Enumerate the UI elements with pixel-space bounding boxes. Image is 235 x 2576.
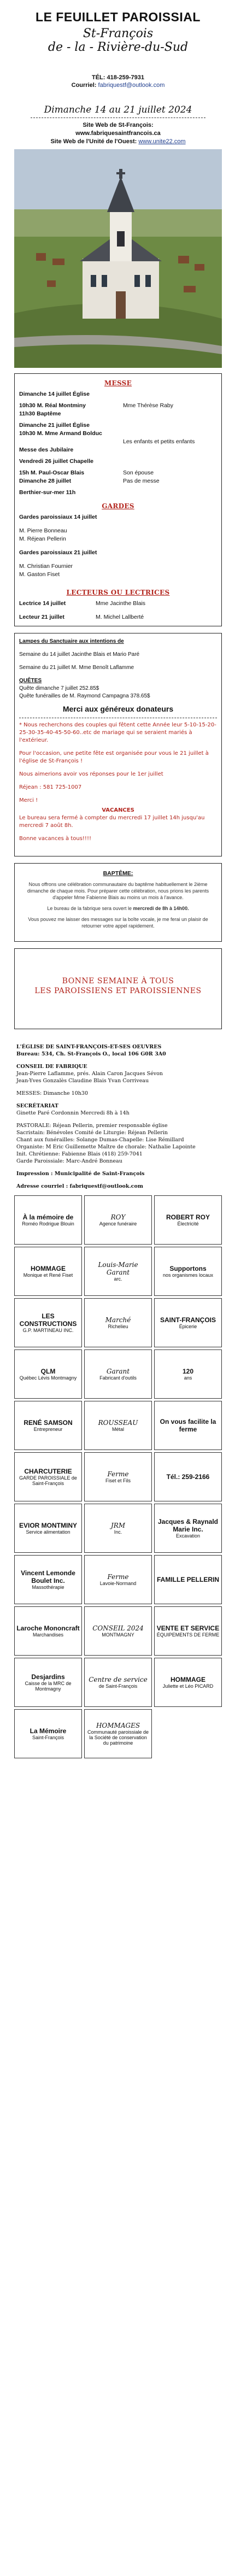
sponsor-ad-title: Ferme: [107, 1470, 129, 1478]
sponsor-ad-subtitle: Saint-François: [32, 1735, 64, 1740]
sponsor-ad-subtitle: Massothérapie: [32, 1585, 64, 1590]
sponsor-ad: [154, 1504, 222, 1553]
admin-sacristain: Sacristain: Bénévoles Comité de Liturgie: Réjean Pellerin: [16, 1130, 168, 1136]
gardes-name: M. Gaston Fiset: [19, 571, 60, 578]
sponsor-ad-title: Tél.: 259-2166: [166, 1473, 210, 1481]
messe-row: [19, 489, 217, 497]
sponsor-ad-title: SAINT-FRANÇOIS: [160, 1316, 216, 1324]
sponsor-ad: [84, 1555, 152, 1604]
sponsor-ad-subtitle: GARDE PAROISSIALE de Saint-François: [19, 1475, 77, 1486]
messe-row: [19, 438, 217, 446]
admin-council-line: Jean-Yves Gonzalès Claudine Blais Yvan Corriveau: [16, 1078, 149, 1084]
lecteur-role: Lectrice 14 juillet: [19, 600, 66, 607]
sponsor-ad: [14, 1349, 82, 1399]
sponsors-grid: [14, 1195, 222, 1758]
sponsor-ad-title: Supportons: [169, 1265, 207, 1272]
messe-row: [19, 421, 217, 430]
sponsor-ad: [14, 1555, 82, 1604]
phone-line: TÉL: 418-259-7931: [92, 74, 144, 81]
sponsor-ad: [14, 1709, 82, 1758]
website-link[interactable]: www.fabriquesaintfrancois.ca: [75, 130, 161, 137]
bulletin-title: LE FEUILLET PAROISSIAL: [36, 10, 201, 24]
offerings-box: [14, 633, 222, 856]
messe-row-main: [19, 438, 123, 446]
sponsor-ad-title: JRM: [110, 1522, 126, 1529]
email-label: Courriel:: [71, 82, 97, 89]
sponsor-ad-title: ROY: [110, 1213, 126, 1221]
sponsor-ad-title: VENTE ET SERVICE: [156, 1624, 220, 1632]
church-photo-illustration: [14, 149, 222, 368]
sponsor-ad-subtitle: ÉQUIPEMENTS DE FERME: [156, 1632, 220, 1638]
lampes-week-1: Semaine du 14 juillet Jacinthe Blais et Mario Paré: [19, 652, 140, 658]
messe-row: [19, 446, 217, 454]
sponsor-ad-subtitle: de Saint-François: [98, 1683, 138, 1689]
sponsor-ad: [84, 1452, 152, 1501]
messe-row-main: Dimanche 28 juillet: [19, 478, 72, 484]
sponsor-ad-subtitle: arc.: [114, 1276, 122, 1282]
sponsor-ad: [154, 1195, 222, 1245]
sponsor-ad-subtitle: Lavoie-Normand: [99, 1581, 137, 1586]
sponsor-ad: [154, 1401, 222, 1450]
sponsor-ad: [84, 1504, 152, 1553]
sponsor-ad: [84, 1658, 152, 1707]
sponsor-ad-subtitle: Marchandises: [32, 1632, 64, 1638]
office-hours-time: mercredi de 8h à 14h00.: [133, 906, 189, 911]
sponsor-ad-subtitle: Fabricant d'outils: [99, 1375, 137, 1381]
lecteur-row: [19, 600, 217, 608]
sponsor-ad-title: Laroche Mononcraft: [16, 1624, 80, 1632]
sponsor-ad-subtitle: Entrepreneur: [33, 1427, 63, 1432]
sponsor-ad-subtitle: nos organismes locaux: [162, 1272, 214, 1278]
sponsor-ad-title: RENÉ SAMSON: [24, 1419, 73, 1427]
sponsor-ad-title: Ferme: [107, 1573, 129, 1581]
messe-row-main: 15h M. Paul-Oscar Blais: [19, 470, 85, 476]
messe-row-main: 10h30 M. Réal Montminy: [19, 402, 86, 409]
sponsor-ad: [14, 1452, 82, 1501]
bonne-semaine-line-1: BONNE SEMAINE À TOUS: [62, 977, 174, 985]
lecteur-row: [19, 613, 217, 621]
sponsor-ad-title: Marché: [105, 1316, 131, 1324]
sponsor-ad-subtitle: G.P. MARTINEAU INC.: [22, 1328, 74, 1333]
vacances-text: Le bureau sera fermé à compter du mercredi 17 juillet 14h jusqu'au mercredi 7 août 8h.: [19, 815, 205, 829]
sponsor-ad: [154, 1606, 222, 1656]
lecteur-name: M. Michel Lallberté: [96, 614, 144, 620]
sponsor-ad-subtitle: Service alimentation: [26, 1529, 70, 1535]
sponsor-ad-subtitle: Roméo Rodrigue Blouin: [22, 1221, 74, 1227]
sponsor-ad-title: Desjardins: [31, 1673, 65, 1681]
voicemail-text: Vous pouvez me laisser des messages sur la boîte vocale, je me ferai un plaisir de retourner votre appel rapidement.: [28, 917, 208, 929]
messe-row: [19, 402, 217, 410]
unit-website-label: Site Web de l'Unité de l'Ouest:: [50, 138, 137, 145]
sponsor-ad-subtitle: Fiset et Fils: [105, 1478, 131, 1483]
party-notice: Pour l'occasion, une petite fête est organisée pour vous le 21 juillet à l'église de St-François !: [19, 750, 209, 764]
bapteme-box: [14, 863, 222, 942]
gardes-week-2: Gardes paroissiaux 21 juillet: [19, 549, 97, 556]
gardes-week-1: Gardes paroissiaux 14 juillet: [19, 514, 97, 520]
quete-line: Quête dimanche 7 juillet 252.85$: [19, 685, 99, 691]
sponsor-ad-subtitle: Québec Lévis Montmagny: [19, 1375, 77, 1381]
sponsor-ad-subtitle: Caisse de la MRC de Montmagny: [25, 1681, 72, 1692]
merci-note: Merci !: [19, 797, 38, 803]
messe-list: [15, 390, 221, 497]
sponsor-ad-title: HOMMAGE: [171, 1676, 205, 1683]
admin-secretariat: Ginette Paré Cordonnin Mercredi 8h à 14h: [16, 1110, 130, 1116]
quete-line: Quête funérailles de M. Raymond Campagna 378.65$: [19, 693, 150, 699]
vacances-heading: VACANCES: [102, 807, 134, 813]
admin-church: L'ÉGLISE DE SAINT-FRANÇOIS-ET-SES OEUVRES: [16, 1044, 162, 1050]
reply-notice: Nous aimerions avoir vos réponses pour le 1er juillet: [19, 771, 163, 777]
admin-council-heading: CONSEIL DE FABRIQUE: [16, 1064, 87, 1070]
sponsor-ad-title: HOMMAGES: [96, 1722, 140, 1729]
email-link[interactable]: fabriquestf@outlook.com: [98, 82, 165, 89]
sponsor-ad-title: EVIOR MONTMINY: [19, 1522, 77, 1529]
admin-garde: Garde Paroissiale: Marc-André Bonneau: [16, 1158, 122, 1164]
sponsor-ad-title: La Mémoire: [30, 1727, 67, 1735]
sponsor-ad-title: À la mémoire de: [22, 1213, 74, 1221]
sponsor-ad-subtitle: Électricité: [177, 1221, 199, 1227]
admin-council-line: Jean-Pierre Laflamme, prés. Alain Caron Jacques Sévon: [16, 1071, 163, 1077]
office-hours-prefix: Le bureau de la fabrique sera ouvert le: [47, 906, 133, 911]
gardes-heading: GARDES: [102, 502, 134, 510]
sponsor-ad-title: Jacques & Raynald Marie Inc.: [157, 1518, 219, 1533]
bonne-semaine-box: [14, 948, 222, 1029]
messe-row-main: Messe des Jubilaire: [19, 447, 74, 453]
messe-row: [19, 430, 217, 438]
merci-donateurs: Merci aux généreux donateurs: [62, 705, 174, 713]
messe-row-main: Vendredi 26 juillet Chapelle: [19, 458, 93, 465]
messe-row-main: Berthier-sur-mer 11h: [19, 489, 76, 496]
parish-name-line-2: de - la - Rivière-du-Sud: [48, 40, 189, 54]
office-hours-text: [25, 905, 212, 912]
admin-secretariat-heading: SECRÉTARIAT: [16, 1103, 58, 1109]
gardes-name: M. Pierre Bonneau: [19, 527, 67, 534]
lecteurs-heading: LECTEURS OU LECTRICES: [66, 589, 170, 596]
website-label: Site Web de St-François:: [83, 122, 154, 128]
messe-row: [19, 469, 217, 477]
messe-row: [19, 410, 217, 418]
admin-email: Adresse courriel : fabriquestf@outlook.com: [16, 1183, 143, 1189]
sponsor-ad: [14, 1247, 82, 1296]
sponsor-ad: [154, 1349, 222, 1399]
messe-heading: MESSE: [104, 379, 132, 387]
lecteur-name: Mme Jacinthe Blais: [96, 600, 146, 607]
schedule-box: [14, 373, 222, 626]
messe-row-detail: Son épouse: [123, 470, 154, 476]
sponsor-ad-subtitle: Métal: [111, 1427, 124, 1432]
messe-row-main: Dimanche 21 juillet Église: [19, 422, 90, 429]
website-block: [14, 121, 222, 146]
sponsor-ad-title: QLM: [40, 1368, 56, 1375]
messe-row: [19, 457, 217, 466]
sponsor-ad-subtitle: MONTMAGNY: [102, 1632, 134, 1638]
sponsor-ad-title: ROUSSEAU: [98, 1419, 138, 1427]
bapteme-heading: BAPTÊME:: [103, 870, 133, 877]
sponsor-ad-title: CONSEIL 2024: [92, 1624, 144, 1632]
admin-block: [14, 1043, 222, 1190]
admin-masses: MESSES: Dimanche 10h30: [16, 1090, 88, 1096]
sponsor-ad: [14, 1401, 82, 1450]
messe-row: [19, 477, 217, 485]
lecteur-role: Lecteur 21 juillet: [19, 614, 64, 620]
sponsor-ad-subtitle: Inc.: [114, 1529, 122, 1535]
sponsor-ad-subtitle: Richelieu: [108, 1324, 128, 1329]
messe-row-detail: Pas de messe: [123, 478, 160, 484]
messe-row: [19, 390, 217, 398]
lampes-week-2: Semaine du 21 juillet M. Mme Benoît Laflamme: [19, 665, 134, 671]
messe-row-detail: Les enfants et petits enfants: [123, 438, 195, 445]
sponsor-ad-subtitle: Juliette et Léo PICARD: [162, 1683, 214, 1689]
vacances-wish: Bonne vacances à tous!!!!: [19, 836, 91, 842]
sponsor-ad: [154, 1658, 222, 1707]
bulletin-page: [14, 7, 222, 1758]
sponsor-ad: [84, 1709, 152, 1758]
admin-organiste: Organiste: M Eric Guillemette Maître de chorale: Nathalie Lapointe: [16, 1144, 196, 1150]
gardes-name: M. Christian Fournier: [19, 563, 73, 570]
sponsor-ad-title: Centre de service: [89, 1676, 148, 1683]
admin-impression: Impression : Municipalité de Saint-François: [16, 1171, 145, 1177]
sponsor-ad-title: Louis-Marie Garant: [98, 1261, 138, 1276]
messe-row-main: 10h30 M. Mme Armand Bolduc: [19, 430, 102, 437]
sponsor-ad-title: FAMILLE PELLERIN: [157, 1576, 219, 1583]
sponsor-ad-subtitle: Communauté paroissiale de la Société de conservation du patrimoine: [87, 1729, 149, 1746]
messe-row-detail: Mme Thérèse Raby: [123, 402, 174, 409]
admin-chant: Chant aux funérailles: Solange Dumas-Chapelle: Lise Rémillard: [16, 1137, 184, 1143]
sponsor-ad-title: On vous facilite la ferme: [160, 1418, 216, 1433]
sponsor-ad: [14, 1606, 82, 1656]
sponsor-ad-title: Vincent Lemonde Boulet Inc.: [21, 1569, 75, 1585]
admin-pastorale: PASTORALE: Réjean Pellerin, premier responsable église: [16, 1123, 168, 1129]
sponsor-ad: [154, 1298, 222, 1347]
messe-row-main: Dimanche 14 juillet Église: [19, 391, 90, 397]
church-aerial-photo: [14, 149, 222, 368]
sponsor-ad-title: 120: [182, 1368, 194, 1375]
sponsor-ad: [154, 1452, 222, 1501]
sponsor-ad-subtitle: Monique et René Fiset: [23, 1272, 73, 1278]
sponsor-ad: [84, 1349, 152, 1399]
sponsor-ad-subtitle: Agence funéraire: [99, 1221, 137, 1227]
lampes-heading: Lampes du Sanctuaire aux intentions de: [19, 638, 124, 644]
sponsor-ad: [154, 1555, 222, 1604]
unit-website-line: [14, 138, 222, 146]
sponsor-ad: [14, 1298, 82, 1347]
sponsor-ad: [14, 1504, 82, 1553]
sponsor-ad: [14, 1195, 82, 1245]
bonne-semaine-line-2: LES PAROISSIENS ET PAROISSIENNES: [34, 987, 202, 995]
admin-office: Bureau: 534, Ch. St-François O., local 106 G0R 3A0: [16, 1051, 166, 1057]
sponsor-ad: [154, 1247, 222, 1296]
sponsor-ad-title: CHARCUTERIE: [24, 1468, 72, 1475]
sponsor-ad-subtitle: Excavation: [175, 1533, 201, 1539]
quetes-heading: QUÊTES: [19, 678, 42, 684]
sponsor-ad: [84, 1401, 152, 1450]
sponsor-ad-title: HOMMAGE: [31, 1265, 66, 1272]
sponsor-ad: [14, 1658, 82, 1707]
sponsor-ad: [84, 1606, 152, 1656]
sponsor-ad: [84, 1195, 152, 1245]
bapteme-text: Nous offrons une célébration communautaire du baptême habituellement le 2ième dimanche de chaque mois. Pour préparer cette célébration, nous prions les parents d'appeler Mme Fabienne Blais au moins un mois à l'avance.: [27, 882, 209, 900]
sponsor-ad-title: Garant: [106, 1368, 130, 1375]
bulletin-date: Dimanche 14 au 21 juillet 2024: [44, 104, 192, 115]
messe-row-main: 11h30 Baptême: [19, 410, 61, 417]
sponsor-ad-title: LES CONSTRUCTIONS: [19, 1312, 77, 1328]
sponsor-ad: [84, 1298, 152, 1347]
email-line: [14, 81, 222, 89]
couples-notice: * Nous recherchons des couples qui fêtent cette Année leur 5-10-15-20-25-30-35-40-45-50-60..etc de mariage qui se seraient mariés à l'extérieur.: [19, 722, 216, 743]
contact-block: [14, 74, 222, 89]
sponsor-ad-subtitle: ans: [184, 1375, 192, 1381]
sponsor-ad: [84, 1247, 152, 1296]
sponsor-ad-subtitle: Épicerie: [179, 1324, 197, 1329]
gardes-name: M. Réjean Pellerin: [19, 536, 66, 542]
admin-init-chretienne: Init. Chrétienne: Fabienne Blais (418) 259-7041: [16, 1151, 143, 1157]
reply-phone: Réjean : 581 725-1007: [19, 784, 82, 790]
sponsor-ad-title: ROBERT ROY: [166, 1213, 210, 1221]
unit-website-link[interactable]: www.unite22.com: [138, 138, 186, 145]
parish-name-line-1: St-François: [83, 27, 154, 40]
